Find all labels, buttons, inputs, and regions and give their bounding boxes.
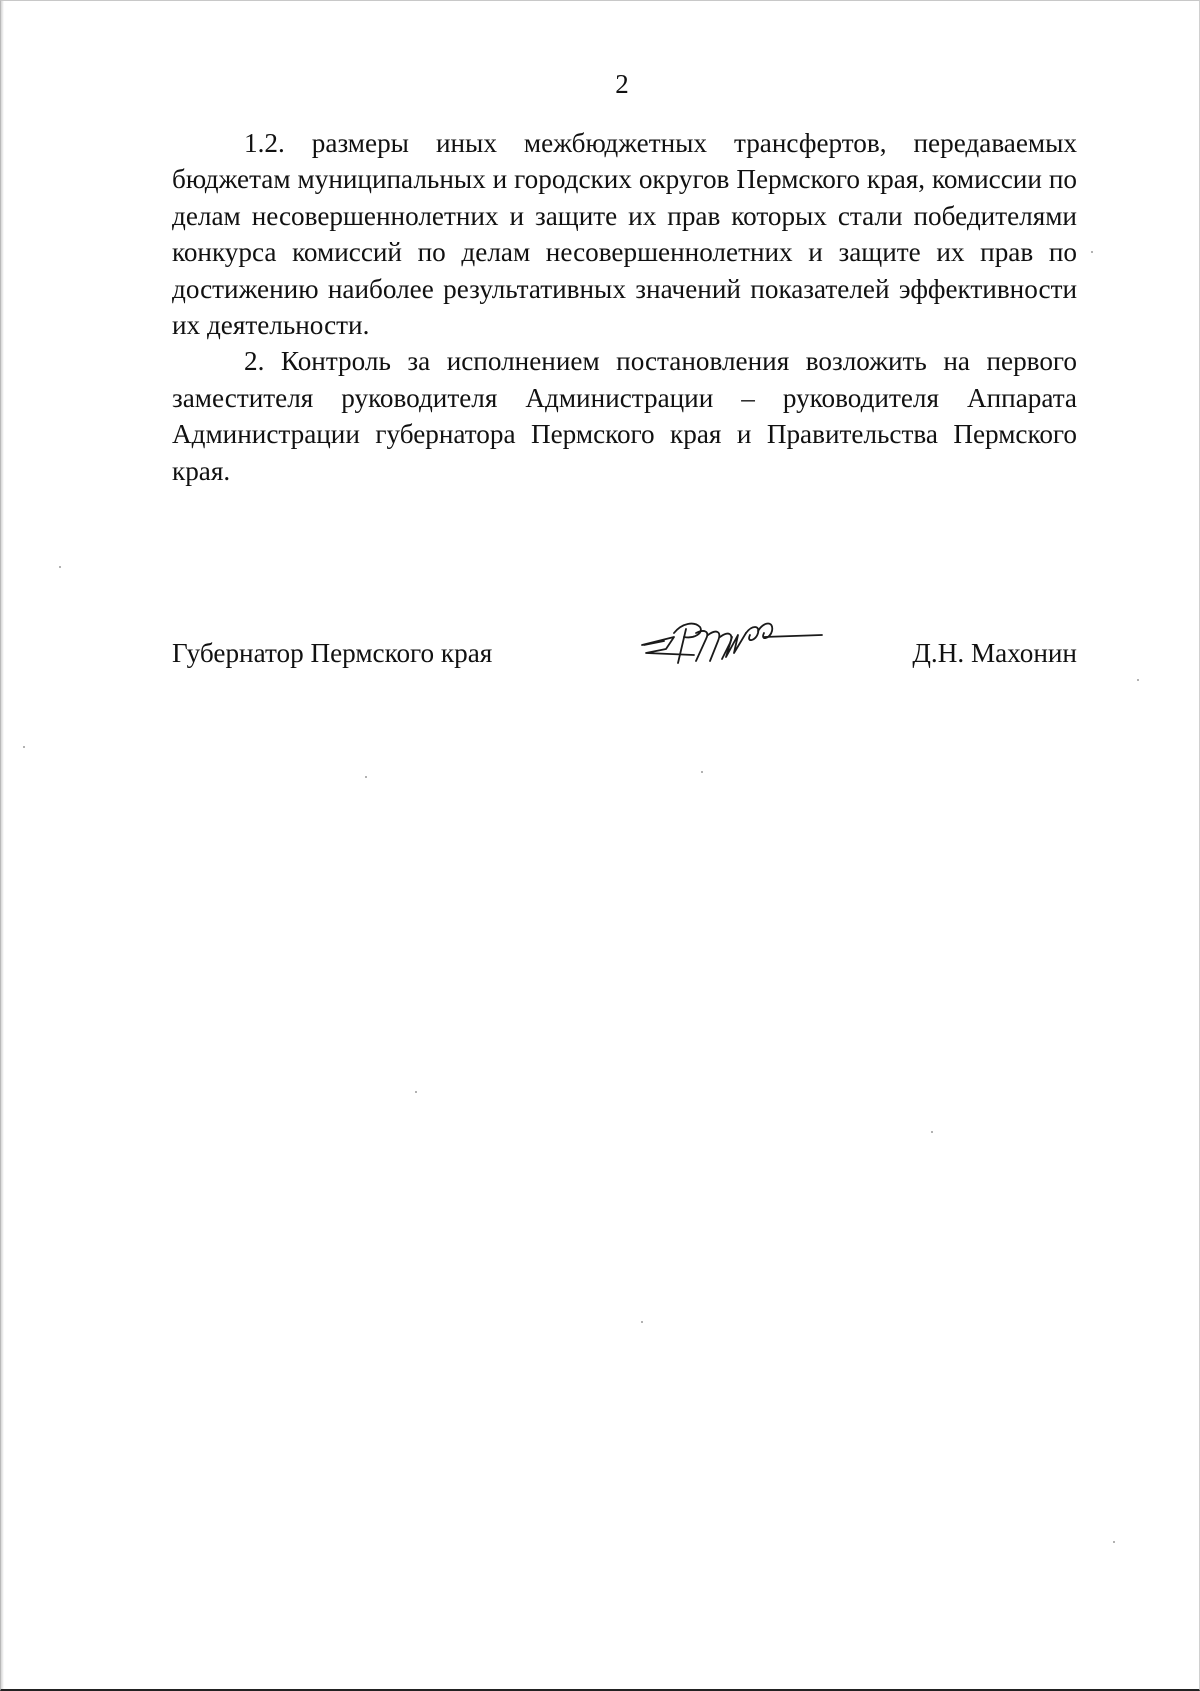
handwritten-signature (634, 611, 824, 671)
scan-edge (1, 1, 4, 1689)
paragraph-1-2: 1.2. размеры иных межбюджетных трансфертов, передаваемых бюджетам муниципальных и городских округов Пермского края, комиссии по делам несовершеннолетних и защите их прав которых стали победителями конкурса комиссий по делам несовершеннолетних и защите их прав по достижению наиболее результативных значений показателей эффективности их деятельности. (172, 128, 1077, 341)
signature-block (172, 611, 1077, 671)
document-body (172, 125, 1077, 489)
page-number: 2 (615, 69, 629, 99)
signatory-name: Д.Н. Махонин (912, 638, 1077, 668)
signatory-position: Губернатор Пермского края (172, 638, 493, 668)
paragraph-2: 2. Контроль за исполнением постановления возложить на первого заместителя руководителя Администрации – руководителя Аппарата Администрации губернатора Пермского края и Правительства Пермского края. (172, 346, 1077, 486)
